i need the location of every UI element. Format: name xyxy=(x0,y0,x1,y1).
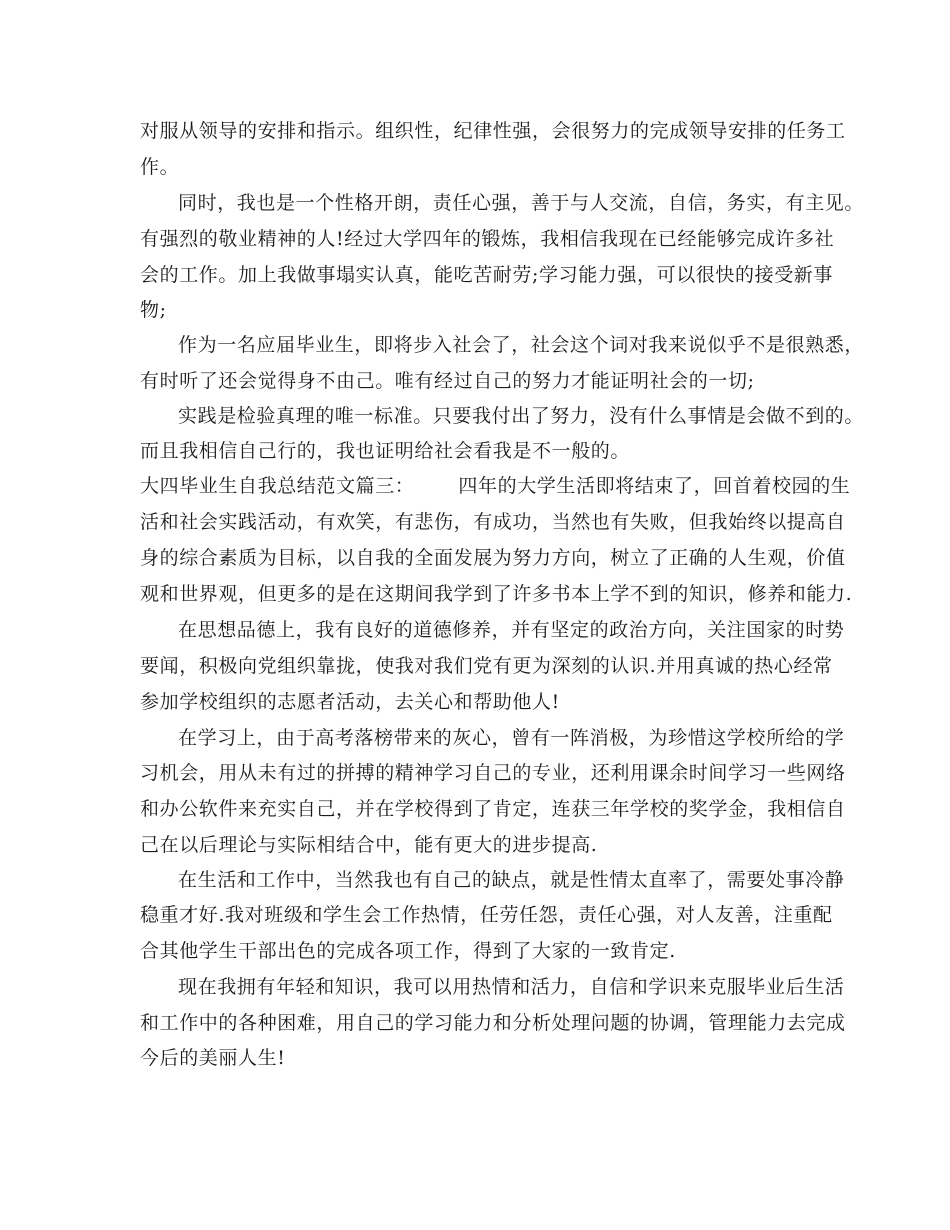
paragraph-first-line: 在学习上，由于高考落榜带来的灰心，曾有一阵消极，为珍惜这学校所给的学 xyxy=(178,727,845,749)
text-line: 今后的美丽人生! xyxy=(140,1047,286,1069)
text-line: 有时听了还会觉得身不由己。唯有经过自己的努力才能证明社会的一切; xyxy=(140,370,755,392)
text-line: 身的综合素质为目标，以自我的全面发展为努力方向，树立了正确的人生观，价值 xyxy=(140,547,846,569)
text-line: 习机会，用从未有过的拼搏的精神学习自己的专业，还利用课余时间学习一些网络 xyxy=(140,762,846,784)
paragraph-first-line: 在思想品德上，我有良好的道德修养，并有坚定的政治方向，关注国家的时势 xyxy=(178,619,845,641)
text-line: 有强烈的敬业精神的人!经过大学四年的锻炼，我相信我现在已经能够完成许多社 xyxy=(140,228,835,250)
text-line: 和工作中的各种困难，用自己的学习能力和分析处理问题的协调，管理能力去完成 xyxy=(140,1012,846,1034)
text-line: 物; xyxy=(140,299,167,321)
text-line: 观和世界观，但更多的是在这期间我学到了许多书本上学不到的知识，修养和能力. xyxy=(140,583,853,605)
paragraph-first-line: 现在我拥有年轻和知识，我可以用热情和活力，自信和学识来克服毕业后生活 xyxy=(178,976,845,998)
text-line: 四年的大学生活即将结束了，回首着校园的生 xyxy=(458,475,851,497)
text-line: 要闻，积极向党组织靠拢，使我对我们党有更为深刻的认识.并用真诚的热心经常 xyxy=(140,655,833,677)
text-line: 稳重才好.我对班级和学生会工作热情，任劳任怨，责任心强，对人友善，注重配 xyxy=(140,904,833,926)
paragraph-first-line: 同时，我也是一个性格开朗，责任心强，善于与人交流，自信，务实，有主见。 xyxy=(178,192,865,214)
paragraph-first-line: 实践是检验真理的唯一标准。只要我付出了努力，没有什么事情是会做不到的。 xyxy=(178,405,865,427)
text-line: 合其他学生干部出色的完成各项工作，得到了大家的一致肯定. xyxy=(140,940,676,962)
section-heading-line xyxy=(140,474,851,498)
text-line: 活和社会实践活动，有欢笑，有悲伤，有成功，当然也有失败，但我始终以提高自 xyxy=(140,511,846,533)
paragraph-first-line: 作为一名应届毕业生，即将步入社会了，社会这个词对我来说似乎不是很熟悉， xyxy=(178,334,865,356)
text-line: 作。 xyxy=(140,156,180,178)
text-line: 而且我相信自己行的，我也证明给社会看我是不一般的。 xyxy=(140,440,631,462)
text-line: 会的工作。加上我做事塌实认真，能吃苦耐劳;学习能力强，可以很快的接受新事 xyxy=(140,264,834,286)
text-line: 参加学校组织的志愿者活动，去关心和帮助他人! xyxy=(140,691,560,713)
section-heading: 大四毕业生自我总结范文篇三： xyxy=(140,475,415,497)
paragraph-first-line: 在生活和工作中，当然我也有自己的缺点，就是性情太直率了，需要处事冷静 xyxy=(178,869,845,891)
text-line: 对服从领导的安排和指示。组织性，纪律性强，会很努力的完成领导安排的任务工 xyxy=(140,120,846,142)
text-line: 己在以后理论与实际相结合中，能有更大的进步提高. xyxy=(140,834,598,856)
text-line: 和办公软件来充实自己，并在学校得到了肯定，连获三年学校的奖学金，我相信自 xyxy=(140,798,846,820)
